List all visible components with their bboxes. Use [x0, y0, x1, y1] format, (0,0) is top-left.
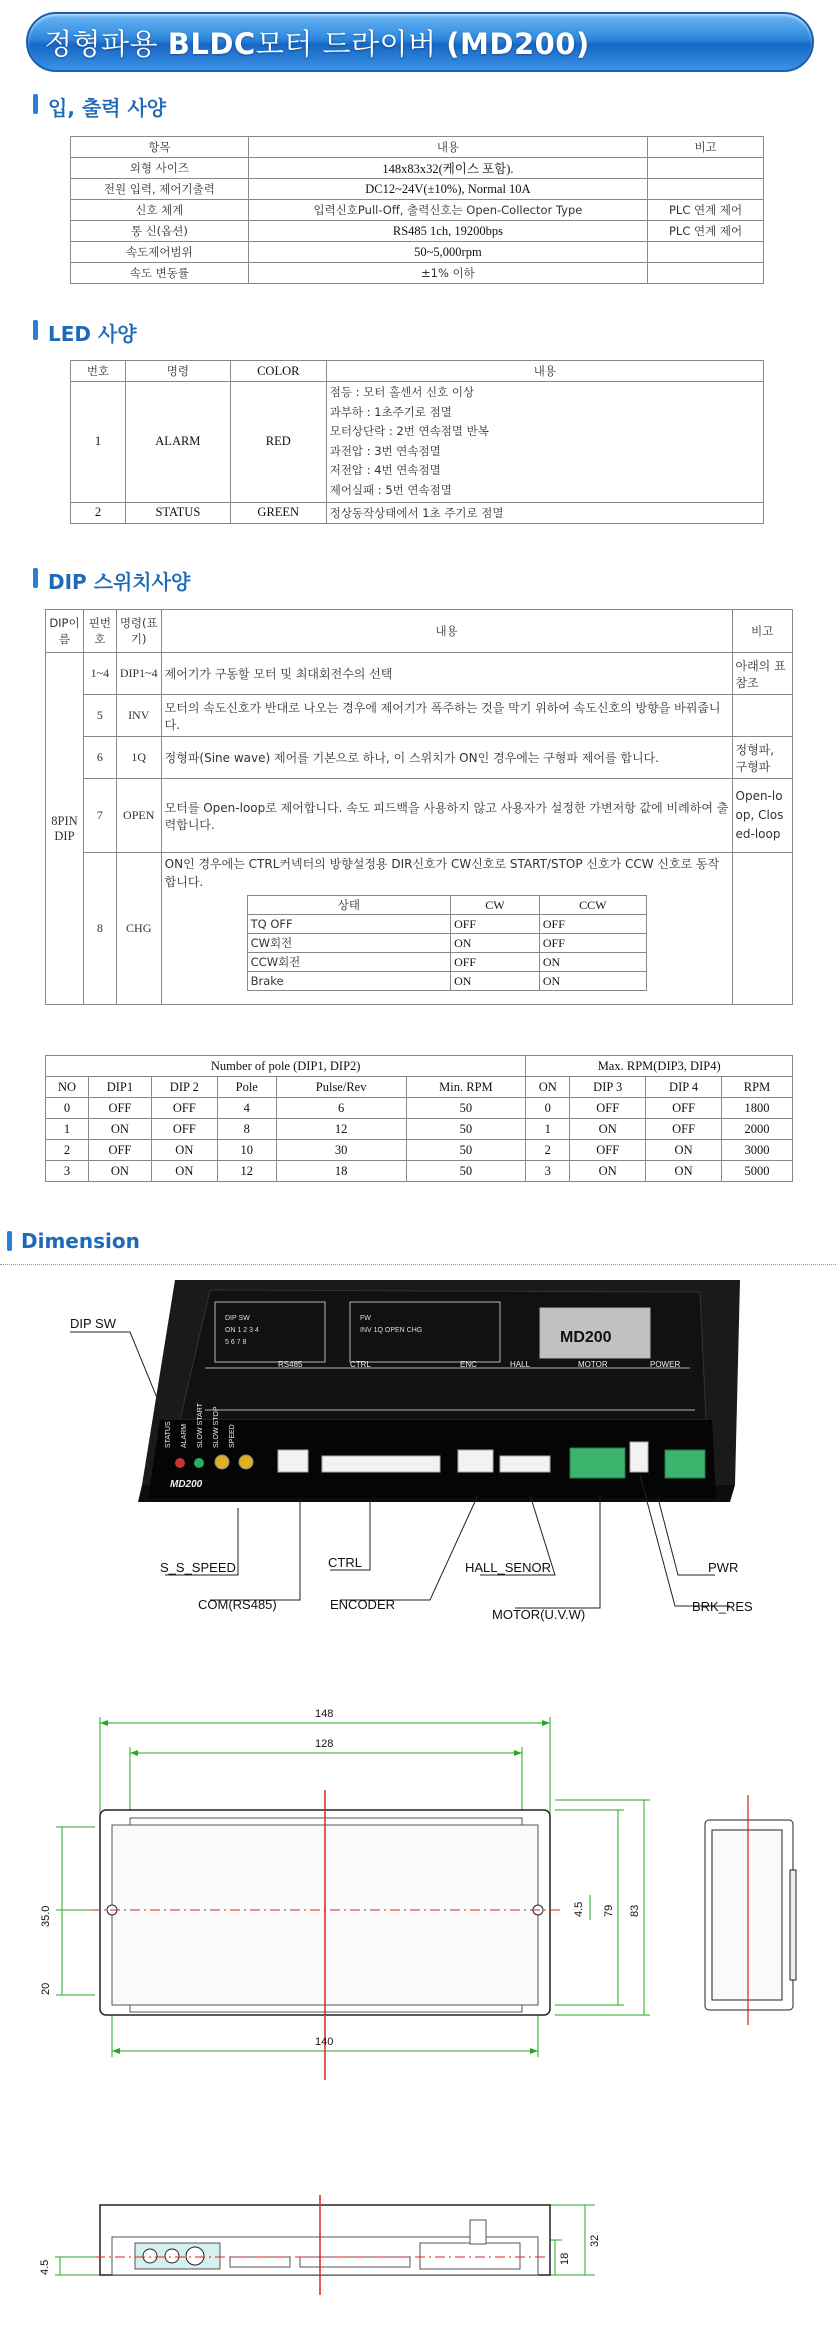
cell: ON [151, 1140, 217, 1161]
col-header: 핀번호 [83, 610, 116, 653]
cell: ON [570, 1161, 646, 1182]
cell: 제어기가 구동할 모터 및 최대회전수의 선택 [161, 653, 732, 695]
port-label: MOTOR [578, 1360, 608, 1369]
callout-label: COM(RS485) [198, 1597, 277, 1612]
col-header: 상태 [247, 896, 450, 915]
table-row [71, 200, 764, 221]
port-label: POWER [650, 1360, 681, 1369]
cell: OFF [570, 1140, 646, 1161]
dim-label: 35.0 [40, 1905, 52, 1927]
svg-text:FW: FW [360, 1315, 371, 1322]
col-header: DIP 3 [570, 1077, 646, 1098]
table-row [71, 221, 764, 242]
cell: 모터의 속도신호가 반대로 나오는 경우에 제어기가 폭주하는 것을 막기 위하여 속도신호의 방향을 바꿔줍니다. [161, 695, 732, 737]
cell: PLC 연계 제어 [648, 221, 764, 242]
dip-spec-heading: DIP 스위치사양 [48, 570, 191, 594]
table-row [46, 1140, 793, 1161]
cell: 50 [406, 1119, 526, 1140]
cell: TQ OFF [247, 915, 450, 934]
cell: OFF [88, 1098, 151, 1119]
brake-connector [630, 1442, 648, 1472]
chg-description: ON인 경우에는 CTRL커넥터의 방향설정용 DIR신호가 CW신호로 START/STOP 신호가 CCW 신호로 동작합니다. [164, 857, 720, 889]
col-header: 내용 [248, 137, 647, 158]
cell: ALARM [125, 382, 230, 503]
cell [648, 179, 764, 200]
cell: 입력신호Pull-Off, 출력신호는 Open-Collector Type [248, 200, 647, 221]
svg-text:DIP SW: DIP SW [225, 1315, 250, 1322]
table-row [46, 1098, 793, 1119]
col-header: DIP이름 [46, 610, 84, 653]
callout-label: PWR [708, 1560, 739, 1575]
table-row [71, 242, 764, 263]
svg-text:5 6 7 8: 5 6 7 8 [225, 1339, 247, 1346]
col-header: 비고 [732, 610, 793, 653]
table-row [71, 179, 764, 200]
potentiometer-icon [215, 1455, 229, 1469]
cell: 정형파, 구형파 [732, 737, 793, 779]
dim-label: 83 [629, 1904, 641, 1917]
cell: OFF [451, 953, 540, 972]
led-red-icon [175, 1458, 185, 1468]
led-line: 제어실패 : 5번 연속점멸 [329, 482, 452, 497]
end-view [705, 1820, 796, 2010]
cell: 1 [526, 1119, 570, 1140]
table-row [71, 502, 764, 523]
col-header: 항목 [71, 137, 249, 158]
table-row [247, 934, 646, 953]
cell: CHG [116, 853, 161, 1005]
dim-label: 4.5 [573, 1901, 585, 1917]
cell: 1800 [722, 1098, 793, 1119]
divider [0, 1264, 836, 1265]
led-label: STATUS [165, 1421, 172, 1448]
io-spec-heading: 입, 출력 사양 [48, 96, 167, 120]
section-marker [33, 568, 38, 588]
cell: 아래의 표 참조 [732, 653, 793, 695]
cell: ON [646, 1140, 722, 1161]
cell: 2 [71, 502, 126, 523]
cell: 148x83x32(케이스 포함). [248, 158, 647, 179]
dip-spec-table [45, 609, 793, 1005]
callout-label: S_S_SPEED [160, 1560, 236, 1575]
table-row [46, 653, 793, 695]
led-line: 과전압 : 3번 연속점멸 [329, 443, 441, 458]
dimension-heading: Dimension [21, 1229, 140, 1253]
section-marker [33, 94, 38, 114]
cell: 1Q [116, 737, 161, 779]
cell: ON [646, 1161, 722, 1182]
col-header: CW [451, 896, 540, 915]
cell: OFF [539, 915, 646, 934]
cell: STATUS [125, 502, 230, 523]
cell: OFF [151, 1098, 217, 1119]
cell: ON [151, 1161, 217, 1182]
cell: 6 [83, 737, 116, 779]
table-row [46, 1119, 793, 1140]
cell: OFF [451, 915, 540, 934]
cell: 2 [46, 1140, 89, 1161]
callout-label: HALL_SENOR [465, 1560, 551, 1575]
svg-text:INV 1Q OPEN CHG: INV 1Q OPEN CHG [360, 1327, 423, 1334]
cell [161, 853, 732, 1005]
cell: ±1% 이하 [248, 263, 647, 284]
cell: 3000 [722, 1140, 793, 1161]
cell: 50 [406, 1161, 526, 1182]
dim-label: 128 [315, 1738, 334, 1750]
callout-label: MOTOR(U.V.W) [492, 1607, 586, 1622]
section-marker [33, 320, 38, 340]
cell: OFF [151, 1119, 217, 1140]
col-header: 번호 [71, 361, 126, 382]
led-spec-table [70, 360, 764, 524]
led-label: SLOW START [197, 1403, 204, 1448]
cell: 12 [276, 1119, 406, 1140]
cell: 18 [276, 1161, 406, 1182]
io-spec-table [70, 136, 764, 284]
led-line: 점등 : 모터 홀센서 신호 이상 [329, 385, 475, 399]
cell: 외형 사이즈 [71, 158, 249, 179]
col-header: 명령(표기) [116, 610, 161, 653]
col-header: DIP 4 [646, 1077, 722, 1098]
table-row [247, 972, 646, 991]
led-line: 저전압 : 4번 연속점멸 [329, 463, 441, 478]
table-row [46, 737, 793, 779]
cell: OFF [570, 1098, 646, 1119]
dim-label: 20 [40, 1982, 52, 1995]
cell: 10 [217, 1140, 276, 1161]
col-header: 내용 [161, 610, 732, 653]
callout-label: CTRL [328, 1555, 362, 1570]
col-header: RPM [722, 1077, 793, 1098]
col-header: Pulse/Rev [276, 1077, 406, 1098]
cell: OFF [88, 1140, 151, 1161]
cell: 8PIN DIP [46, 653, 84, 1005]
table-row [46, 1161, 793, 1182]
cell: RED [230, 382, 326, 503]
col-header: CCW [539, 896, 646, 915]
potentiometer-icon [239, 1455, 253, 1469]
cell: OFF [646, 1098, 722, 1119]
cell: 5000 [722, 1161, 793, 1182]
cell: 12 [217, 1161, 276, 1182]
dim-label: 32 [589, 2234, 601, 2247]
cell: 2 [526, 1140, 570, 1161]
cell: 3 [46, 1161, 89, 1182]
col-header: 내용 [326, 361, 763, 382]
product-illustration [0, 1270, 836, 1690]
cell: INV [116, 695, 161, 737]
cell: 0 [46, 1098, 89, 1119]
led-label: SLOW STOP [213, 1406, 220, 1448]
cell: 모터를 Open-loop로 제어합니다. 속도 피드백을 사용하지 않고 사용자가 설정한 가변저항 값에 비례하여 출력합니다. [161, 779, 732, 853]
port-label: HALL [510, 1360, 531, 1369]
cell: 정형파(Sine wave) 제어를 기본으로 하나, 이 스위치가 ON인 경우에는 구형파 제어를 합니다. [161, 737, 732, 779]
table-row [247, 953, 646, 972]
col-header: DIP 2 [151, 1077, 217, 1098]
cell: 30 [276, 1140, 406, 1161]
cell: 8 [217, 1119, 276, 1140]
section-marker [7, 1231, 12, 1251]
knob-icon [165, 2249, 179, 2263]
table-row [247, 915, 646, 934]
cell: ON [451, 934, 540, 953]
side-view-drawing [0, 2185, 836, 2335]
top-view-drawing [0, 1695, 836, 2085]
cell [648, 242, 764, 263]
hall-connector [500, 1456, 550, 1472]
dim-label: 79 [603, 1904, 615, 1917]
col-header: 비고 [648, 137, 764, 158]
model-label-front: MD200 [170, 1479, 203, 1490]
table-row [46, 695, 793, 737]
cell: 2000 [722, 1119, 793, 1140]
cell: 전원 입력, 제어기출력 [71, 179, 249, 200]
chg-table [247, 895, 647, 991]
cell: 50 [406, 1098, 526, 1119]
cell: 속도제어범위 [71, 242, 249, 263]
power-terminal [665, 1450, 705, 1478]
cell: 4 [217, 1098, 276, 1119]
cell: 신호 체계 [71, 200, 249, 221]
cell: Open-loop, Closed-loop [732, 779, 793, 853]
led-label: SPEED [229, 1424, 236, 1448]
cell: ON [539, 972, 646, 991]
encoder-connector [458, 1450, 493, 1472]
cell: 3 [526, 1161, 570, 1182]
cell: 0 [526, 1098, 570, 1119]
table-row [46, 853, 793, 1005]
cell: GREEN [230, 502, 326, 523]
cell: 1 [71, 382, 126, 503]
cell: Brake [247, 972, 450, 991]
table-row [71, 382, 764, 503]
cell: 8 [83, 853, 116, 1005]
cell: 1~4 [83, 653, 116, 695]
led-label: ALARM [181, 1423, 188, 1448]
cell [648, 158, 764, 179]
dim-label: 4.5 [39, 2259, 51, 2275]
led-green-icon [194, 1458, 204, 1468]
cell [326, 382, 763, 503]
cell: OPEN [116, 779, 161, 853]
cell: 50~5,000rpm [248, 242, 647, 263]
dim-label: 140 [315, 2036, 334, 2048]
col-header: NO [46, 1077, 89, 1098]
ctrl-connector [322, 1456, 440, 1472]
port-label: ENC [460, 1360, 477, 1369]
led-line: 과부하 : 1초주기로 점멸 [329, 404, 452, 419]
col-header: Min. RPM [406, 1077, 526, 1098]
cell: CW회전 [247, 934, 450, 953]
cell: 50 [406, 1140, 526, 1161]
rs485-connector [278, 1450, 308, 1472]
table-row [71, 263, 764, 284]
callout-label: BRK_RES [692, 1599, 753, 1614]
motor-terminal [570, 1448, 625, 1478]
cell: OFF [539, 934, 646, 953]
dim-label: 18 [559, 2252, 571, 2265]
led-line: 모터상단락 : 2번 연속점멸 반복 [329, 424, 489, 439]
callout-label: DIP SW [70, 1316, 116, 1331]
col-header: 명령 [125, 361, 230, 382]
port-label: RS485 [278, 1360, 303, 1369]
knob-icon [186, 2247, 204, 2265]
group-header: Number of pole (DIP1, DIP2) [46, 1056, 526, 1077]
cell: 통 신(옵션) [71, 221, 249, 242]
cell: ON [539, 953, 646, 972]
group-header: Max. RPM(DIP3, DIP4) [526, 1056, 793, 1077]
cell: 5 [83, 695, 116, 737]
col-header: ON [526, 1077, 570, 1098]
page-title: 정형파용 BLDC모터 드라이버 (MD200) [44, 27, 590, 61]
cell: 정상동작상태에서 1초 주기로 점멸 [326, 502, 763, 523]
cell: ON [88, 1119, 151, 1140]
cell: ON [451, 972, 540, 991]
pole-rpm-table [45, 1055, 793, 1182]
cell: 6 [276, 1098, 406, 1119]
led-spec-heading: LED 사양 [48, 322, 137, 346]
model-label-top: MD200 [560, 1329, 612, 1346]
svg-text:ON 1 2 3 4: ON 1 2 3 4 [225, 1327, 259, 1334]
col-header: DIP1 [88, 1077, 151, 1098]
cell: RS485 1ch, 19200bps [248, 221, 647, 242]
cell: 속도 변동률 [71, 263, 249, 284]
cell [648, 263, 764, 284]
cell: DIP1~4 [116, 653, 161, 695]
table-row [46, 779, 793, 853]
cell: DC12~24V(±10%), Normal 10A [248, 179, 647, 200]
port-label: CTRL [350, 1360, 371, 1369]
callout-label: ENCODER [330, 1597, 396, 1612]
knob-icon [143, 2249, 157, 2263]
col-header: COLOR [230, 361, 326, 382]
cell: CCW회전 [247, 953, 450, 972]
cell [732, 853, 793, 1005]
cell: ON [570, 1119, 646, 1140]
cell: ON [88, 1161, 151, 1182]
dim-label: 148 [315, 1708, 334, 1720]
cell: 1 [46, 1119, 89, 1140]
col-header: Pole [217, 1077, 276, 1098]
cell: 7 [83, 779, 116, 853]
table-row [71, 158, 764, 179]
cell: PLC 연계 제어 [648, 200, 764, 221]
cell: OFF [646, 1119, 722, 1140]
cell [732, 695, 793, 737]
